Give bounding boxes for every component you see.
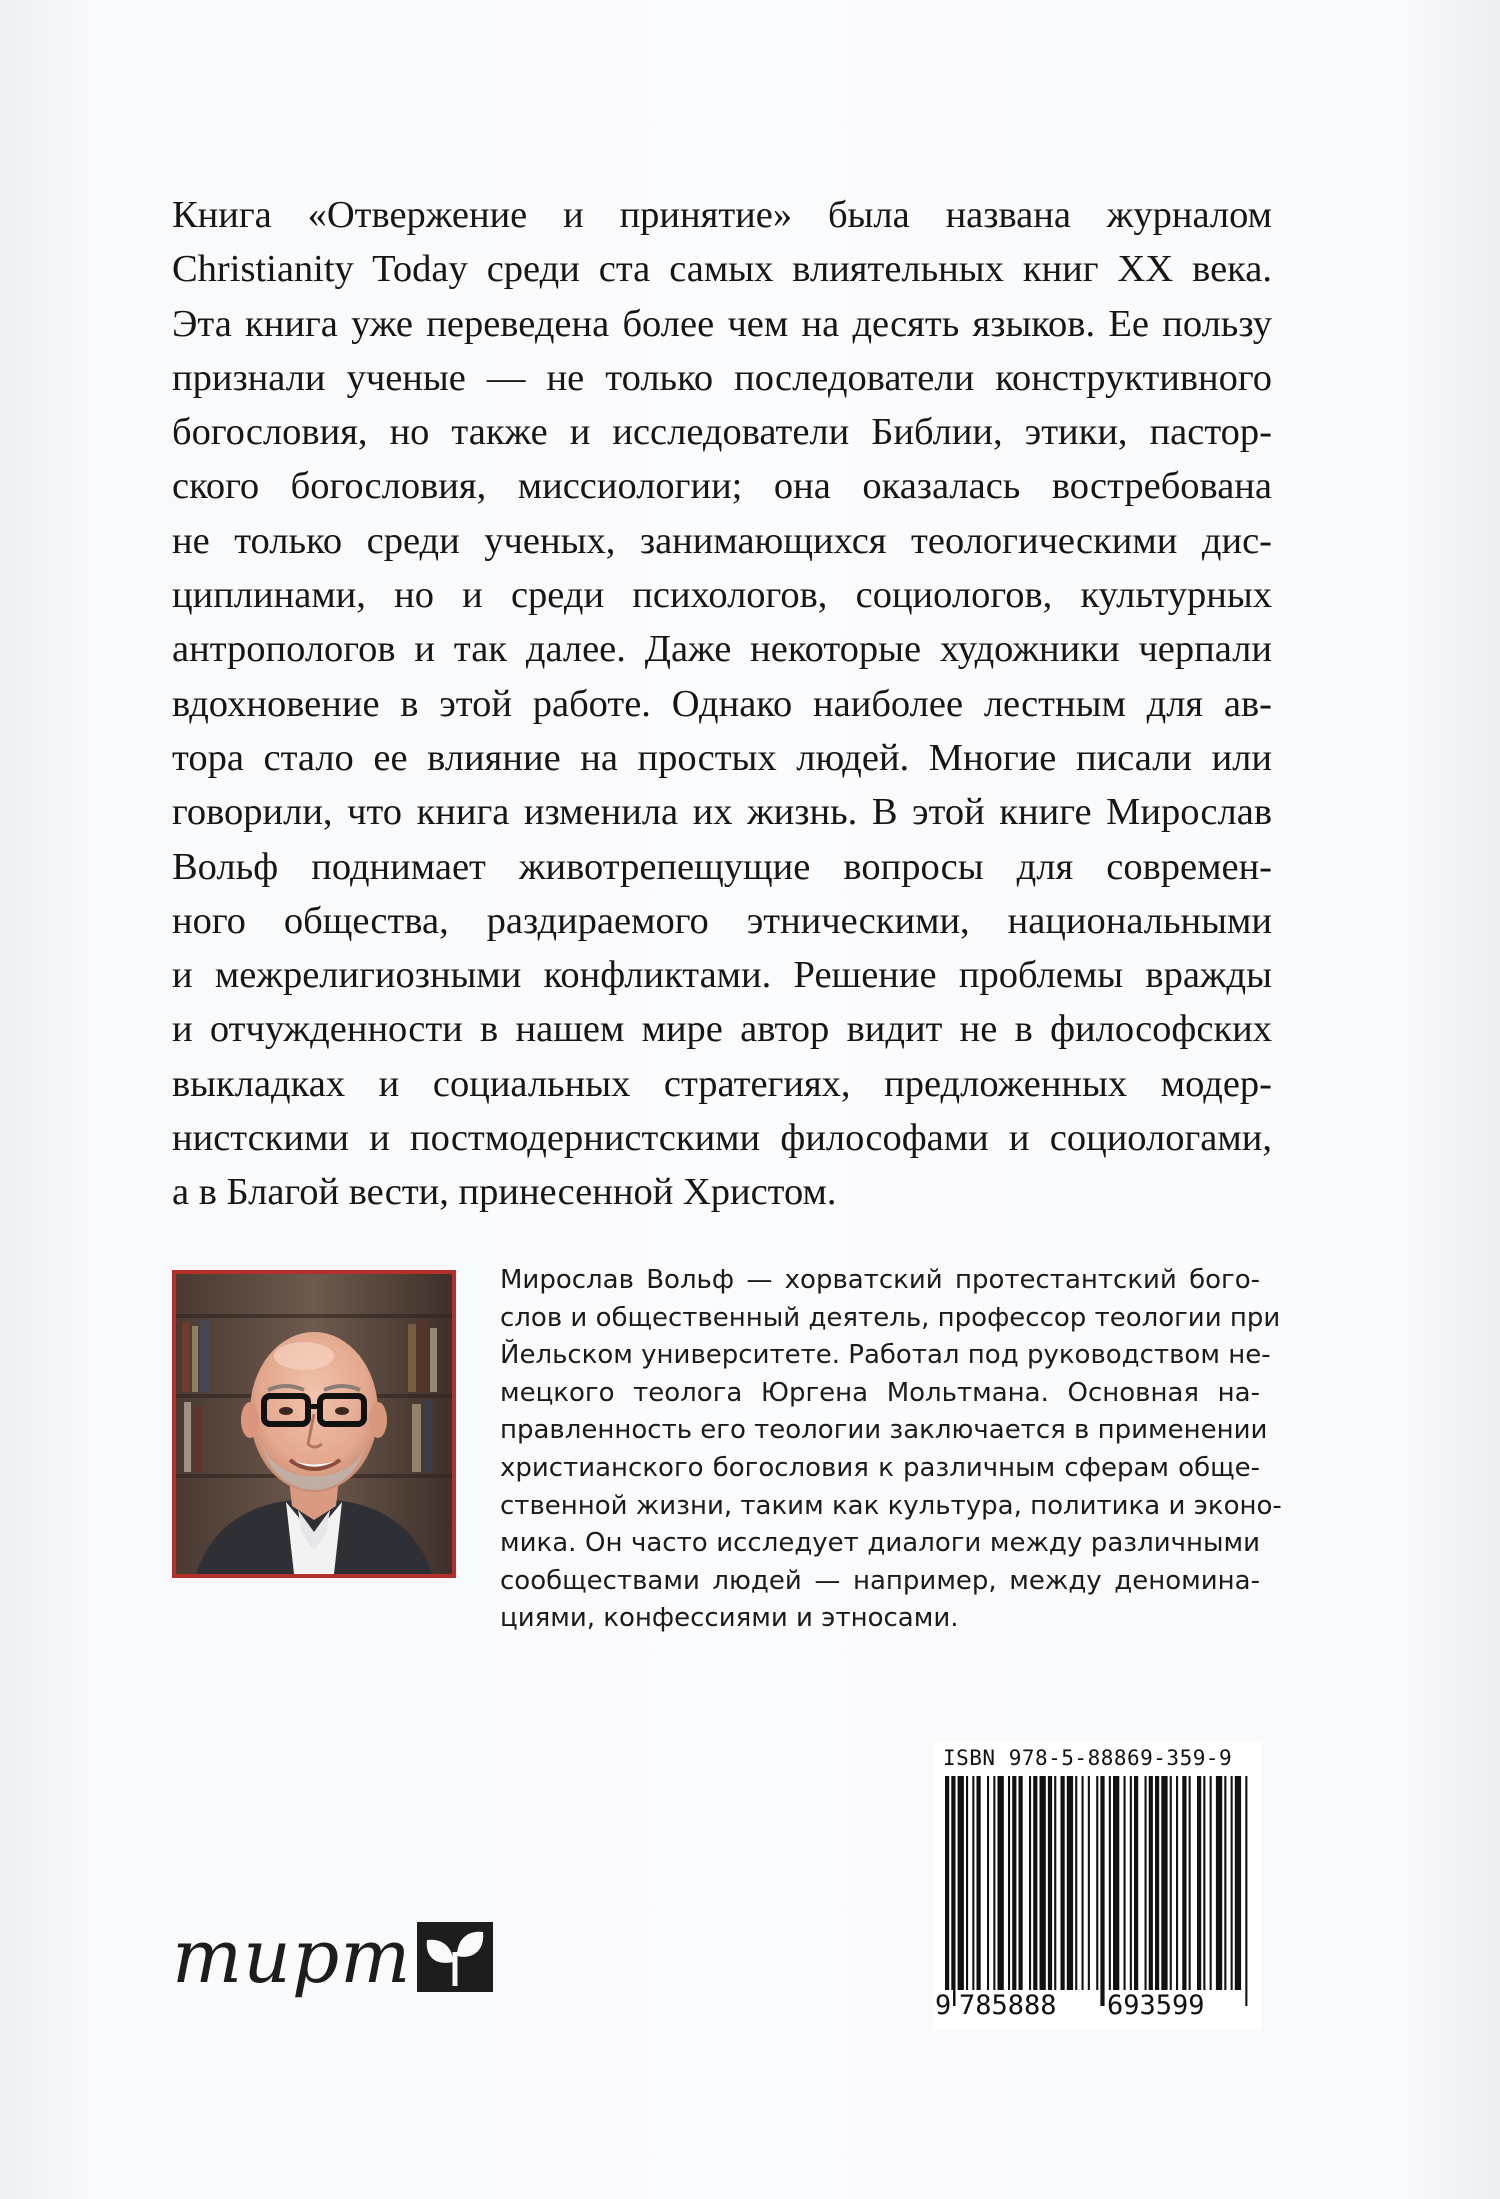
description-line: Вольф поднимает животрепещущие вопросы для современ- bbox=[172, 845, 1272, 888]
barcode-bar bbox=[1210, 1776, 1212, 1990]
description-line: ского богословия, миссиологии; она оказалась востребована bbox=[172, 465, 1272, 508]
bio-line: циями, конфессиями и этносами. bbox=[500, 1603, 959, 1634]
barcode-bar bbox=[1012, 1776, 1016, 1990]
bio-line: слов и общественный деятель, профессор теологии при bbox=[500, 1302, 1281, 1333]
description-line: говорили, что книга изменила их жизнь. В этой книге Мирослав bbox=[172, 791, 1272, 834]
publisher-name: тирт bbox=[172, 1914, 412, 2000]
barcode-bar bbox=[1019, 1776, 1023, 1990]
bio-line: мика. Он часто исследует диалоги между различными bbox=[500, 1528, 1260, 1559]
barcode-bar bbox=[1082, 1776, 1084, 1990]
barcode-digit-first: 9 bbox=[935, 1990, 952, 2021]
barcode-bar bbox=[1170, 1776, 1172, 1990]
publisher-logo bbox=[172, 1912, 493, 2002]
barcode-bar bbox=[1235, 1776, 1241, 1990]
barcode-bar bbox=[987, 1776, 989, 1990]
description-line: нистскими и постмодернистскими философами и социологами, bbox=[172, 1117, 1272, 1160]
barcode-bar bbox=[993, 1776, 995, 1990]
barcode-bar bbox=[945, 1776, 949, 2006]
description-line: выкладках и социальных стратегиях, предложенных модер- bbox=[172, 1062, 1272, 1105]
description-line: и межрелигиозными конфликтами. Решение проблемы вражды bbox=[172, 954, 1272, 997]
barcode-bar bbox=[1216, 1776, 1222, 1990]
barcode-bar bbox=[1134, 1776, 1138, 1990]
barcode-digits-left: 785888 bbox=[959, 1990, 1057, 2021]
barcode-bar bbox=[1145, 1776, 1147, 1990]
barcode-bar bbox=[1189, 1776, 1191, 1990]
barcode-bar bbox=[951, 1776, 955, 2006]
barcode-bar bbox=[1245, 1776, 1247, 2006]
isbn-label: ISBN 978-5-88869-359-9 bbox=[943, 1746, 1233, 1770]
barcode-bar bbox=[1100, 1776, 1104, 2006]
description-line: ного общества, раздираемого этническими, национальными bbox=[172, 899, 1272, 942]
barcode-bar bbox=[966, 1776, 968, 1990]
bio-line: Йельском университете. Работал под руководством не- bbox=[500, 1340, 1271, 1371]
description-line: Christianity Today среди ста самых влиятельных книг XX века. bbox=[172, 248, 1272, 291]
barcode-bar bbox=[1231, 1776, 1233, 1990]
description-line: антропологов и так далее. Даже некоторые художники черпали bbox=[172, 628, 1272, 671]
leaf-sprout-icon bbox=[417, 1922, 493, 1992]
description-line: Эта книга уже переведена более чем на десять языков. Ее пользу bbox=[172, 302, 1272, 345]
author-portrait-icon bbox=[176, 1274, 452, 1574]
bio-line: ственной жизни, таким как культура, политика и эконо- bbox=[500, 1490, 1282, 1521]
barcode-bar bbox=[1224, 1776, 1226, 1990]
barcode-bar bbox=[1182, 1776, 1186, 1990]
barcode-bar bbox=[1130, 1776, 1132, 1990]
barcode-bar bbox=[1203, 1776, 1205, 1990]
barcode-bar bbox=[1149, 1776, 1153, 1990]
barcode-bar bbox=[1096, 1776, 1098, 1990]
barcode-digits-right: 693599 bbox=[1107, 1990, 1205, 2021]
description-line: а в Благой вести, принесенной Христом. bbox=[172, 1171, 837, 1214]
bio-line: сообществами людей — например, между деномина- bbox=[500, 1565, 1260, 1596]
barcode-digits bbox=[933, 1990, 1261, 2026]
barcode-bar bbox=[1161, 1776, 1167, 1990]
barcode-bar bbox=[1088, 1776, 1090, 1990]
barcode-bar bbox=[958, 1776, 964, 1990]
barcode-icon bbox=[941, 1776, 1253, 2006]
bio-line: христианского богословия к различным сферам обще- bbox=[500, 1452, 1260, 1483]
author-photo bbox=[172, 1270, 456, 1578]
barcode-bar bbox=[972, 1776, 974, 1990]
barcode-bar bbox=[1155, 1776, 1159, 1990]
book-description bbox=[172, 188, 1272, 1220]
author-bio bbox=[500, 1262, 1282, 1638]
barcode-bar bbox=[1048, 1776, 1052, 1990]
description-line: циплинами, но и среди психологов, социологов, культурных bbox=[172, 574, 1272, 617]
description-line: Книга «Отвержение и принятие» была названа журналом bbox=[172, 194, 1272, 236]
barcode-bar bbox=[1033, 1776, 1037, 1990]
barcode-bar bbox=[1113, 1776, 1119, 1990]
barcode-bar bbox=[1075, 1776, 1077, 1990]
barcode-bar bbox=[977, 1776, 981, 1990]
barcode-bar bbox=[1008, 1776, 1010, 1990]
description-line: вдохновение в этой работе. Однако наиболее лестным для ав- bbox=[172, 682, 1272, 725]
bio-line: правленность его теологии заключается в применении bbox=[500, 1415, 1268, 1446]
isbn-barcode bbox=[933, 1742, 1261, 2030]
barcode-bar bbox=[1040, 1776, 1046, 1990]
barcode-bar bbox=[1124, 1776, 1126, 1990]
description-line: и отчужденности в нашем мире автор видит не в философских bbox=[172, 1008, 1272, 1051]
barcode-bar bbox=[1067, 1776, 1073, 1990]
barcode-bar bbox=[1197, 1776, 1201, 1990]
barcode-bar bbox=[1054, 1776, 1056, 1990]
description-line: не только среди ученых, занимающихся теологическими дис- bbox=[172, 519, 1272, 562]
barcode-bar bbox=[998, 1776, 1004, 1990]
barcode-bar bbox=[1109, 1776, 1111, 2006]
description-line: богословия, но также и исследователи Библии, этики, пастор- bbox=[172, 411, 1272, 454]
description-line: тора стало ее влияние на простых людей. Многие писали или bbox=[172, 736, 1272, 779]
bio-line: мецкого теолога Юргена Мольтмана. Основная на- bbox=[500, 1377, 1260, 1408]
barcode-bar bbox=[1061, 1776, 1065, 1990]
barcode-bar bbox=[1176, 1776, 1178, 1990]
bio-line: Мирослав Вольф — хорватский протестантский бого- bbox=[500, 1265, 1260, 1295]
barcode-bar bbox=[1029, 1776, 1031, 1990]
description-line: признали ученые — не только последователи конструктивного bbox=[172, 356, 1272, 399]
